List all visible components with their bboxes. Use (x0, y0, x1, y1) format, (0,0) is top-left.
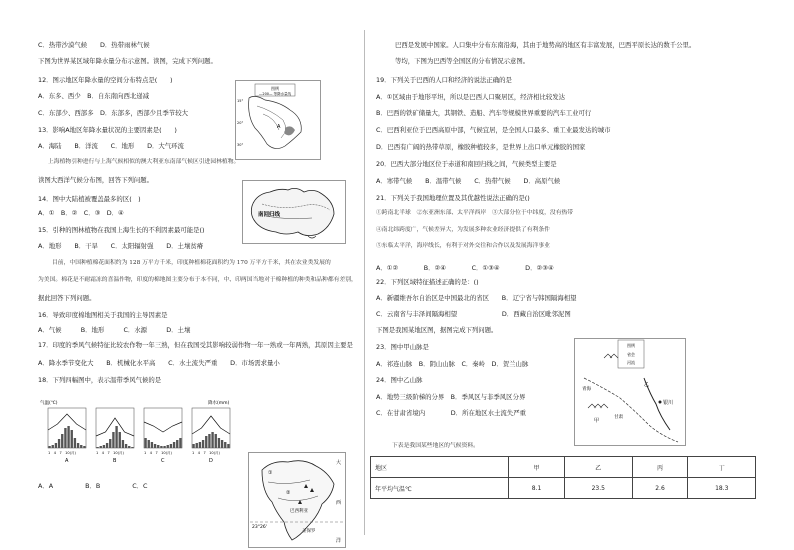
text-line: 19．下列关于巴西的人口和经济的说法正确的是 (376, 76, 512, 84)
precip-bar (218, 438, 220, 448)
text-line: A．祁连山脉 B．阴山山脉 C．秦岭 D．贺兰山脉 (376, 360, 529, 368)
text-line: C．巴西利亚位于巴西高原中部，气候宜居，是全国人口最多、重工业最发达的城市 (376, 126, 611, 134)
climate-chart-label: A (65, 458, 69, 464)
precip-bar (154, 444, 156, 448)
text-line: B．巴西的铁矿储量大，其钢铁、造船、汽车等规模世界重要的汽车工业可行 (376, 109, 592, 117)
brazil-area-1: ① (268, 470, 273, 476)
precip-bar (160, 446, 162, 448)
precip-bar (125, 444, 127, 448)
precip-bar (58, 439, 60, 448)
precip-bar (74, 438, 76, 448)
precip-bar (211, 432, 213, 448)
precip-bar (48, 446, 50, 448)
precip-bar (71, 430, 73, 448)
rain-legend-title: 图例 (271, 86, 279, 91)
brazil-ocean-3: 洋 (336, 538, 342, 544)
precip-bar (122, 440, 124, 448)
cn-label-jia: 甲 (594, 418, 600, 424)
table-cell: 18.3 (688, 478, 756, 499)
table-cell: 丁 (688, 457, 756, 478)
month-ticks: 1 4 7 10(月) (96, 451, 124, 455)
text-line: A．气候 B．地形 C．水源 D．土壤 (38, 326, 191, 334)
precip-bar (208, 434, 210, 448)
precip-bar (215, 434, 217, 448)
text-line: 14．图中大陆植被覆盖最多的区( ) (38, 195, 141, 203)
australia-map (242, 180, 346, 244)
brazil-ocean-2: 西 (336, 500, 342, 506)
rain-lat-2: 20° (237, 121, 244, 125)
text-line: A．A B．B C．C (38, 482, 148, 490)
cn-label-qinghai: 青海 (582, 387, 591, 392)
precip-bar (199, 442, 201, 448)
cn-label-yinchuan: 银川 (663, 400, 674, 406)
precip-bar (176, 440, 178, 448)
table-cell: 8.1 (509, 478, 565, 499)
text-line: A．①区域由于地形平坦，所以是巴西人口聚居区，经济相比较发达 (376, 93, 566, 101)
table-cell: 2.6 (632, 478, 688, 499)
text-line: 17．印度的季风气候特征比较农作物一年三熟，但在我国受其影响较弱作物一年一熟或一年两熟，其原因主要是 (38, 341, 353, 349)
precip-bar (103, 445, 105, 448)
text-line: A．地形 B．干旱 C．太阳辐射强 D．土壤贫瘠 (38, 242, 204, 250)
climate-charts (38, 396, 243, 468)
precip-bar (224, 442, 226, 448)
precip-bar (173, 442, 175, 448)
text-line: ④南北纬跨度广，气候差异大，为发展多种农业经济提供了有利条件 (376, 227, 550, 233)
rain-lat-3: 30° (237, 143, 244, 147)
climate-table (370, 456, 756, 499)
table-cell: 乙 (565, 457, 632, 478)
cn-label-gansu: 甘肃 (614, 415, 623, 420)
table-row (371, 478, 756, 499)
text-line: 巴西是发展中国家。人口集中分布东南沿海，其由于地势高的地区有丰富发展，巴西平原长达的数千公里。 (395, 41, 696, 49)
precip-bar (83, 446, 85, 448)
precip-bar (119, 432, 121, 448)
brazil-capital-label: 巴西利亚 (290, 509, 308, 514)
aus-tropic-label: 南回归线 (258, 212, 281, 218)
text-line: 下图是我国某地区图，据图完成下列问题。 (376, 326, 498, 334)
text-line: A．地势三级阶梯的分界 B．季风区与非季风区分界 (376, 393, 526, 401)
text-line: 据此回答下列问题。 (38, 294, 96, 302)
text-line: 18．下列四幅图中，表示温带季风气候的是 (38, 376, 162, 384)
axis-temp-label: 气温(℃) (40, 401, 58, 406)
precip-bar (64, 428, 66, 448)
text-line: 20．巴西大部分地区位于赤道和南回归线之间，气候类型主要是 (376, 160, 557, 168)
climate-chart-label: D (209, 458, 213, 464)
precip-bar (100, 446, 102, 448)
text-line: D．巴西有广阔的热带草原，橡胶种植较多，是世界上出口单元橡胶的国家 (376, 143, 586, 151)
text-line: 22．下列区域特征描述正确的是：() (376, 278, 479, 286)
text-line: C．在甘肃省境内 D．所在地区水土流失严重 (376, 409, 526, 417)
precip-bar (52, 445, 54, 448)
rain-label-a: A (277, 124, 281, 130)
precip-bar (205, 436, 207, 448)
text-line: A．① B．② C．③ D．④ (38, 209, 124, 217)
text-line: 24．图中乙山脉 (376, 376, 423, 384)
precip-bar (55, 443, 57, 448)
precip-bar (221, 440, 223, 448)
brazil-latitude-label: 23°26' (252, 525, 267, 530)
text-line: 读图大西洋气候分布图，回答下列问题。 (38, 176, 154, 184)
precip-bar (128, 446, 130, 448)
text-line: 16．导致印度棉地图相关于我国的主导因素是 (38, 311, 168, 319)
text-line: A．寒带气候 B．温带气候 C．热带气候 D．高原气候 (376, 177, 561, 185)
table-cell: 甲 (509, 457, 565, 478)
table-cell: 地区 (371, 457, 509, 478)
precip-bar (96, 447, 98, 448)
precip-bar (167, 445, 169, 448)
text-line: C．热带沙漠气候 D．热带雨林气候 (38, 41, 150, 49)
precip-bar (67, 426, 69, 448)
text-line: A．东多、西少 B．自东南向西北递减 (38, 92, 150, 100)
text-line: 21．下列关于我国地理位置及其优越性说法正确的是() (376, 194, 530, 202)
precip-bar (202, 440, 204, 448)
china-region-map (574, 338, 686, 446)
table-cell: 23.5 (565, 478, 632, 499)
text-line: 等均，下图为巴西等全国区的分布情况示意图。 (395, 57, 530, 65)
month-ticks: 1 4 7 10(月) (48, 451, 76, 455)
cn-label-yi: 乙 (644, 382, 650, 388)
month-ticks: 1 4 7 10(月) (144, 451, 172, 455)
cn-legend-title: 图例 (627, 343, 635, 348)
precip-bar (227, 444, 229, 448)
precip-bar (131, 447, 133, 448)
precip-bar (80, 445, 82, 448)
climate-chart-frame (96, 408, 134, 448)
text-line: 目前，中国种植棉花面积约为 128 万平方千米，印度种植棉花面积约为 170 万平方千米，其在农业类发展的 (52, 260, 331, 266)
precip-bar (106, 443, 108, 448)
precip-bar (115, 426, 117, 448)
precip-bar (112, 432, 114, 448)
precip-bar (109, 439, 111, 448)
axis-precip-label: 降水(mm) (208, 401, 230, 406)
text-line: 23．图中甲山脉是 (376, 343, 429, 351)
precip-bar (157, 445, 159, 448)
text-line: 15．引种的图林植物在我国上海生长的不利因素最可能是() (38, 226, 205, 234)
text-line: C．云南省与丰泽间隔海相望 D．西藏自治区毗邻泥图 (376, 310, 571, 318)
rain-legend-isohyet: —200— 等降水量线 (258, 92, 292, 96)
text-line: 上海植物引种进行与上海气候相似的澳大利亚东南部气候区引进园林植物。 (48, 159, 240, 165)
brazil-map (248, 452, 346, 548)
rainfall-map (235, 80, 321, 160)
month-ticks: 1 4 7 10(月) (192, 451, 220, 455)
climate-chart-label: B (113, 458, 117, 464)
text-line: ①跨南北半球 ②东亚洲东部、太平洋西岸 ③大部分位于中纬度，没有热带 (376, 210, 574, 216)
text-line: 下图为世界某区域年降水量分布示意图。读图，完成下列问题。 (38, 57, 217, 65)
precip-bar (170, 444, 172, 448)
climate-chart-label: C (161, 458, 165, 464)
precip-bar (179, 438, 181, 448)
precip-bar (144, 438, 146, 448)
text-line: ⑤东临太平洋，海岸线长，有利于对外交往和合作以及发展海洋事业 (376, 243, 550, 249)
text-line: 13．影响A地区年降水量状况的主要因素是( ) (38, 126, 177, 134)
precip-bar (61, 434, 63, 448)
table-cell: 年平均气温℃ (371, 478, 509, 499)
table-cell: 丙 (632, 457, 688, 478)
precip-bar (196, 443, 198, 448)
text-line: A．海陆 B．洋流 C．地形 D．大气环流 (38, 142, 184, 150)
precip-bar (192, 444, 194, 448)
text-line: C．东部少、西部多 D．东部多，西部少且季节较大 (38, 109, 188, 117)
precip-bar (151, 442, 153, 448)
brazil-ocean-1: 大 (336, 460, 342, 466)
cn-legend-capital: 省会 (627, 352, 635, 357)
text-line: A．新疆维吾尔自治区是中国最北的省区 B．辽宁省与韩国隔海相望 (376, 294, 577, 302)
text-line: 为美国。棉花是不耐霜冻的喜温作物，印度的棉地图主要分布于本不同，中、印两国当地对于棉种植的种类和品种都有差别， (38, 277, 357, 283)
text-line: A．降水季节变化大 B．机械化水平高 C．水土流失严重 D．市场需求量小 (38, 359, 280, 367)
cn-legend-river: 河流 (627, 360, 635, 365)
text-line: A．①② B．②④ C．①③④ D．②③④ (376, 264, 554, 272)
text-line: 12．图示地区年降水量的空间分布特点是( ) (38, 76, 173, 84)
precip-bar (148, 440, 150, 448)
column-divider (364, 30, 365, 535)
table-row (371, 457, 756, 478)
precip-bar (77, 443, 79, 448)
rain-lat-1: 15° (237, 99, 244, 103)
brazil-saopaulo-label: 圣保罗 (302, 529, 316, 534)
brazil-area-2: ② (286, 490, 291, 496)
text-line: 下表是我国某些地区的气候资料。 (392, 443, 479, 449)
precip-bar (163, 446, 165, 448)
